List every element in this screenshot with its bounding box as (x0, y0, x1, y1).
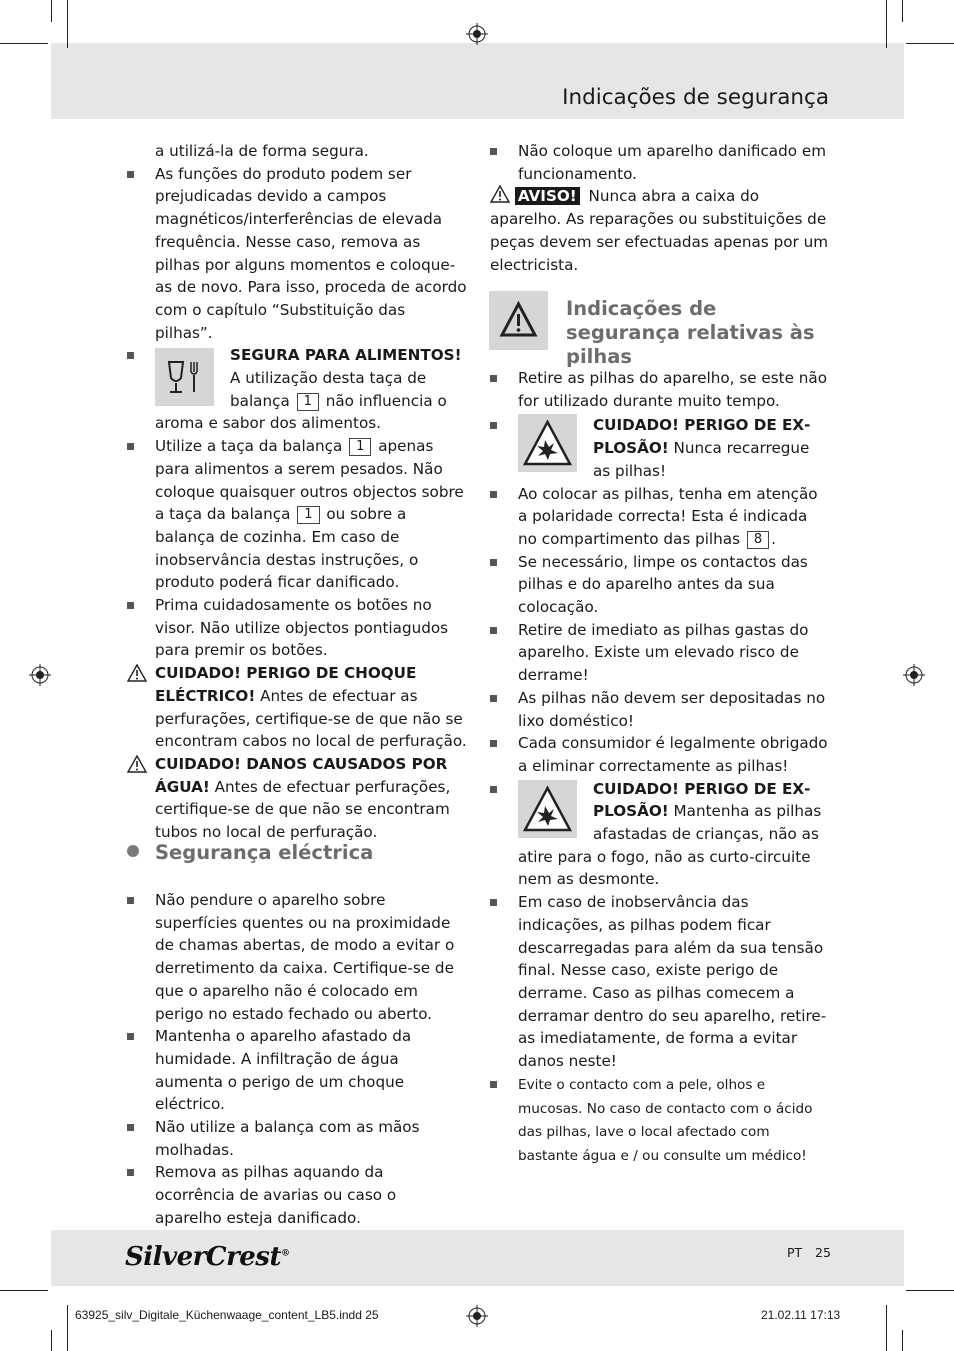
list-item: Remova as pilhas aquando da ocorrência de avarias ou caso o aparelho esteja danificado. (127, 1161, 467, 1229)
list-item: As funções do produto podem ser prejudicadas devido a campos magnéticos/interferências de elevada frequência. Nesse caso, remova as pilhas por alguns momentos e coloque-as de novo. Para isso, proceda de acordo com o capítulo “Substituição das pilhas”. (127, 163, 467, 345)
crop-mark (0, 43, 48, 44)
list-item: Utilize a taça da balança 1 apenas para alimentos a serem pesados. Não coloque quaisquer outros objectos sobre a taça da balança 1 ou sobre a balança de cozinha. Em caso de inobservância destas instruções, o produto poderá ficar danificado. (127, 435, 467, 594)
list-item-explosion: CUIDADO! PERIGO DE EXPLOSÃO! Mantenha as pilhas afastadas de crianças, não as atire para o fogo, não as curto-circuite nem as desmonte. (490, 778, 830, 892)
food-safe-icon (155, 348, 214, 406)
crop-mark (67, 1305, 68, 1351)
crop-mark (51, 0, 52, 22)
list-item: As pilhas não devem ser depositadas no lixo doméstico! (490, 687, 830, 732)
list-item: Não pendure o aparelho sobre superfícies quentes ou na proximidade de chamas abertas, de modo a evitar o derretimento da caixa. Certifique-se de que o aparelho não é colocado em perigo no estado fechado ou aberto. (127, 889, 467, 1025)
aviso-badge: AVISO! (515, 187, 580, 205)
explosion-icon (518, 414, 577, 472)
warning-shock: CUIDADO! PERIGO DE CHOQUE ELÉCTRICO! Antes de efectuar as perfurações, certifique-se de que não se encontram cabos no local de perfuração. (127, 662, 467, 753)
left-column (127, 140, 467, 844)
page-number: 25 (815, 1245, 831, 1260)
list-item: Evite o contacto com a pele, olhos e mucosas. No caso de contacto com o ácido das pilhas, lave o local afectado com bastante água e / ou consulte um médico! (490, 1073, 830, 1168)
paragraph-continuation: a utilizá-la de forma segura. (155, 142, 369, 160)
crop-mark (67, 0, 68, 48)
footer-band (51, 1230, 904, 1286)
bullet (127, 602, 134, 609)
section-bullet-icon (127, 845, 139, 857)
brand-logo: SilverCrest® (125, 1242, 290, 1272)
header-band (51, 43, 904, 119)
list-item: Retire de imediato as pilhas gastas do aparelho. Existe um elevado risco de derrame! (490, 619, 830, 687)
crop-mark (902, 0, 903, 22)
list-item: Não coloque um aparelho danificado em funcionamento. (490, 140, 830, 185)
crop-mark (886, 1305, 887, 1351)
crop-mark (906, 43, 954, 44)
crop-mark (0, 1290, 48, 1291)
registration-mark-icon (903, 664, 925, 686)
list-item: Cada consumidor é legalmente obrigado a eliminar correctamente as pilhas! (490, 732, 830, 777)
registration-mark-icon (29, 664, 51, 686)
registration-mark-icon (466, 23, 488, 45)
crop-mark (51, 1330, 52, 1351)
section-title-electric: Segurança eléctrica (155, 841, 374, 864)
bullet (127, 352, 134, 359)
list-item: Prima cuidadosamente os botões no visor. Não utilize objectos pontiagudos para premir os botões. (127, 594, 467, 662)
warning-triangle-icon (489, 291, 548, 350)
language-code: PT (787, 1245, 803, 1260)
aviso-warning: AVISO! Nunca abra a caixa do aparelho. As reparações ou substituições de peças devem ser efectuadas apenas por um electricista. (490, 187, 828, 274)
list-item: Ao colocar as pilhas, tenha em atenção a polaridade correcta! Esta é indicada no compartimento das pilhas 8 . (490, 483, 830, 551)
right-column-top (490, 140, 830, 276)
crop-mark (902, 1330, 903, 1351)
warning-water: CUIDADO! DANOS CAUSADOS POR ÁGUA! Antes de efectuar perfurações, certifique-se de que não se encontram tubos no local de perfuração. (127, 753, 467, 844)
crop-mark (886, 0, 887, 48)
electric-list (127, 889, 467, 1230)
list-item: Não utilize a balança com as mãos molhadas. (127, 1116, 467, 1161)
warning-triangle-icon (490, 185, 510, 203)
list-item: Retire as pilhas do aparelho, se este não for utilizado durante muito tempo. (490, 367, 830, 412)
crop-mark (906, 1290, 954, 1291)
bullet (127, 443, 134, 450)
list-item-explosion: CUIDADO! PERIGO DE EXPLOSÃO! Nunca recarregue as pilhas! (490, 414, 830, 482)
list-item: Mantenha o aparelho afastado da humidade. A infiltração de água aumenta o perigo de um choque eléctrico. (127, 1025, 467, 1116)
part-reference: 1 (297, 393, 319, 411)
warning-triangle-icon (127, 664, 147, 682)
list-item: Se necessário, limpe os contactos das pilhas e do aparelho antes da sua colocação. (490, 551, 830, 619)
registration-mark-icon (466, 1305, 488, 1327)
page-title: Indicações de segurança (562, 85, 829, 110)
bullet (127, 171, 134, 178)
list-item: Em caso de inobservância das indicações, as pilhas podem ficar descarregadas para além da sua tensão final. Nesse caso, existe perigo de derrame. Caso as pilhas comecem a derramar dentro do seu aparelho, retire-as imediatamente, de forma a evitar danos neste! (490, 891, 830, 1073)
part-reference: 8 (747, 531, 769, 549)
part-reference: 1 (297, 506, 319, 524)
print-datetime: 21.02.11 17:13 (761, 1308, 841, 1322)
explosion-icon (518, 780, 577, 838)
part-reference: 1 (349, 438, 371, 456)
list-item-food-safe: SEGURA PARA ALIMENTOS! A utilização desta taça de balança 1 não influencia o aroma e sabor dos alimentos. (127, 344, 467, 435)
section-title-batteries: Indicações de segurança relativas às pilhas (566, 297, 815, 368)
warning-triangle-icon (127, 755, 147, 773)
batteries-list (490, 367, 830, 1168)
file-info: 63925_silv_Digitale_Küchenwaage_content_LB5.indd 25 (75, 1308, 379, 1322)
